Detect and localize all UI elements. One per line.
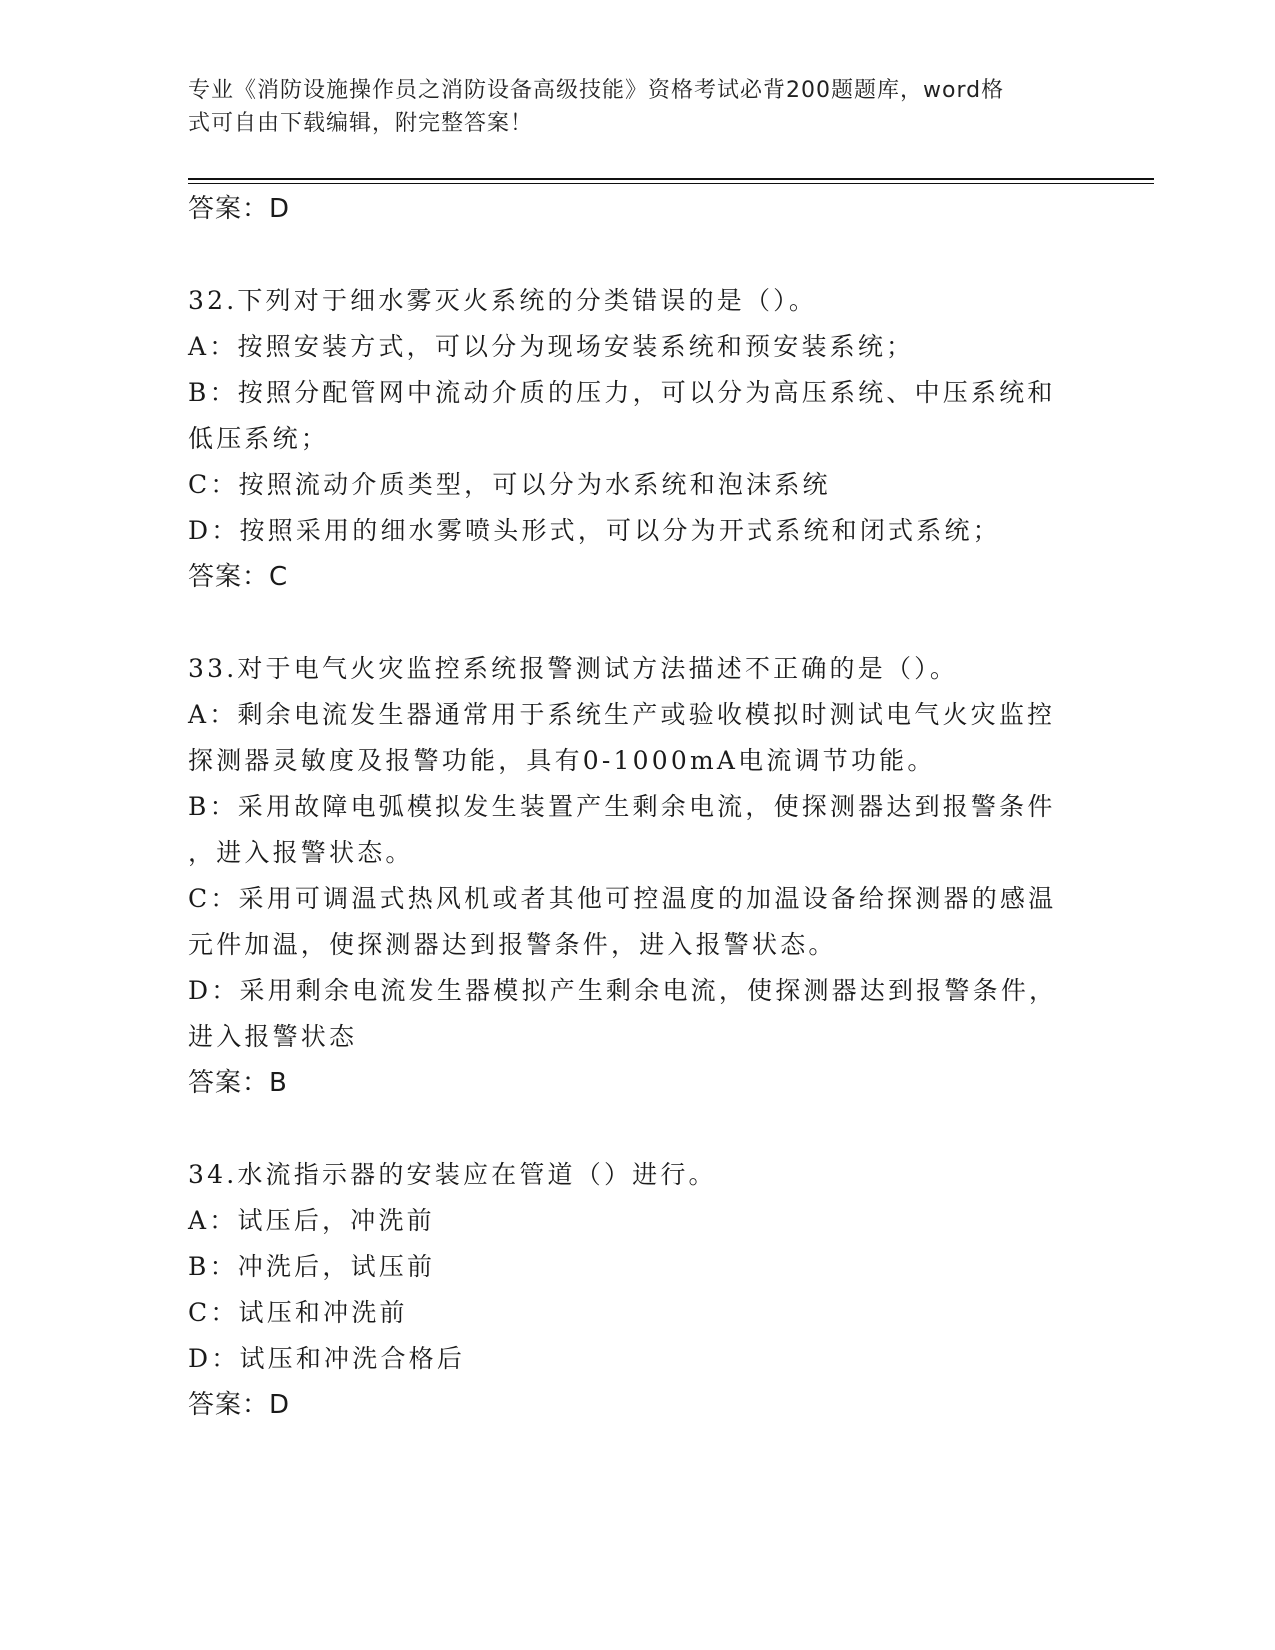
document-header: [188, 74, 1068, 140]
answer-label: 答案：D: [188, 1390, 291, 1420]
option-line: C：按照流动介质类型，可以分为水系统和泡沫系统: [188, 470, 831, 499]
spacer: [188, 600, 1088, 646]
option-line: D：按照采用的细水雾喷头形式，可以分为开式系统和闭式系统；: [188, 516, 1001, 545]
option-line: C：采用可调温式热风机或者其他可控温度的加温设备给探测器的感温: [188, 884, 1057, 913]
option-line: 低压系统；: [188, 424, 330, 453]
option-line: B：按照分配管网中流动介质的压力，可以分为高压系统、中压系统和: [188, 378, 1056, 407]
question-list: [188, 186, 1088, 1428]
question-item: [188, 646, 1088, 1106]
option-line: D：采用剩余电流发生器模拟产生剩余电流，使探测器达到报警条件，: [188, 976, 1058, 1005]
question-item: [188, 1152, 1088, 1428]
question-item: [188, 278, 1088, 600]
divider-line-thin: [188, 183, 1154, 184]
question-text: 33.对于电气火灾监控系统报警测试方法描述不正确的是（）。: [188, 654, 959, 683]
answer-label: 答案：C: [188, 562, 289, 592]
question-text: 32.下列对于细水雾灭火系统的分类错误的是（）。: [188, 286, 818, 315]
option-line: B：冲洗后，试压前: [188, 1252, 436, 1281]
option-line: C：试压和冲洗前: [188, 1298, 408, 1327]
option-line: A：按照安装方式，可以分为现场安装系统和预安装系统；: [188, 332, 915, 361]
option-line: A：试压后，冲洗前: [188, 1206, 435, 1235]
option-line: 进入报警状态: [188, 1022, 358, 1051]
option-line: 探测器灵敏度及报警功能，具有0-1000mA电流调节功能。: [188, 746, 936, 775]
answer-label: 答案：B: [188, 1068, 288, 1098]
previous-answer: 答案：D: [188, 194, 291, 224]
option-line: 元件加温，使探测器达到报警条件，进入报警状态。: [188, 930, 837, 959]
header-line-1: 专业《消防设施操作员之消防设备高级技能》资格考试必背200题题库，word格: [188, 78, 1005, 103]
header-line-2: 式可自由下载编辑，附完整答案！: [188, 111, 534, 136]
option-line: A：剩余电流发生器通常用于系统生产或验收模拟时测试电气火灾监控: [188, 700, 1056, 729]
question-text: 34.水流指示器的安装应在管道（）进行。: [188, 1160, 717, 1189]
divider-line-thick: [188, 178, 1154, 180]
option-line: ，进入报警状态。: [188, 838, 414, 867]
spacer: [188, 232, 1088, 278]
option-line: B：采用故障电弧模拟发生装置产生剩余电流，使探测器达到报警条件: [188, 792, 1056, 821]
spacer: [188, 1106, 1088, 1152]
option-line: D：试压和冲洗合格后: [188, 1344, 466, 1373]
